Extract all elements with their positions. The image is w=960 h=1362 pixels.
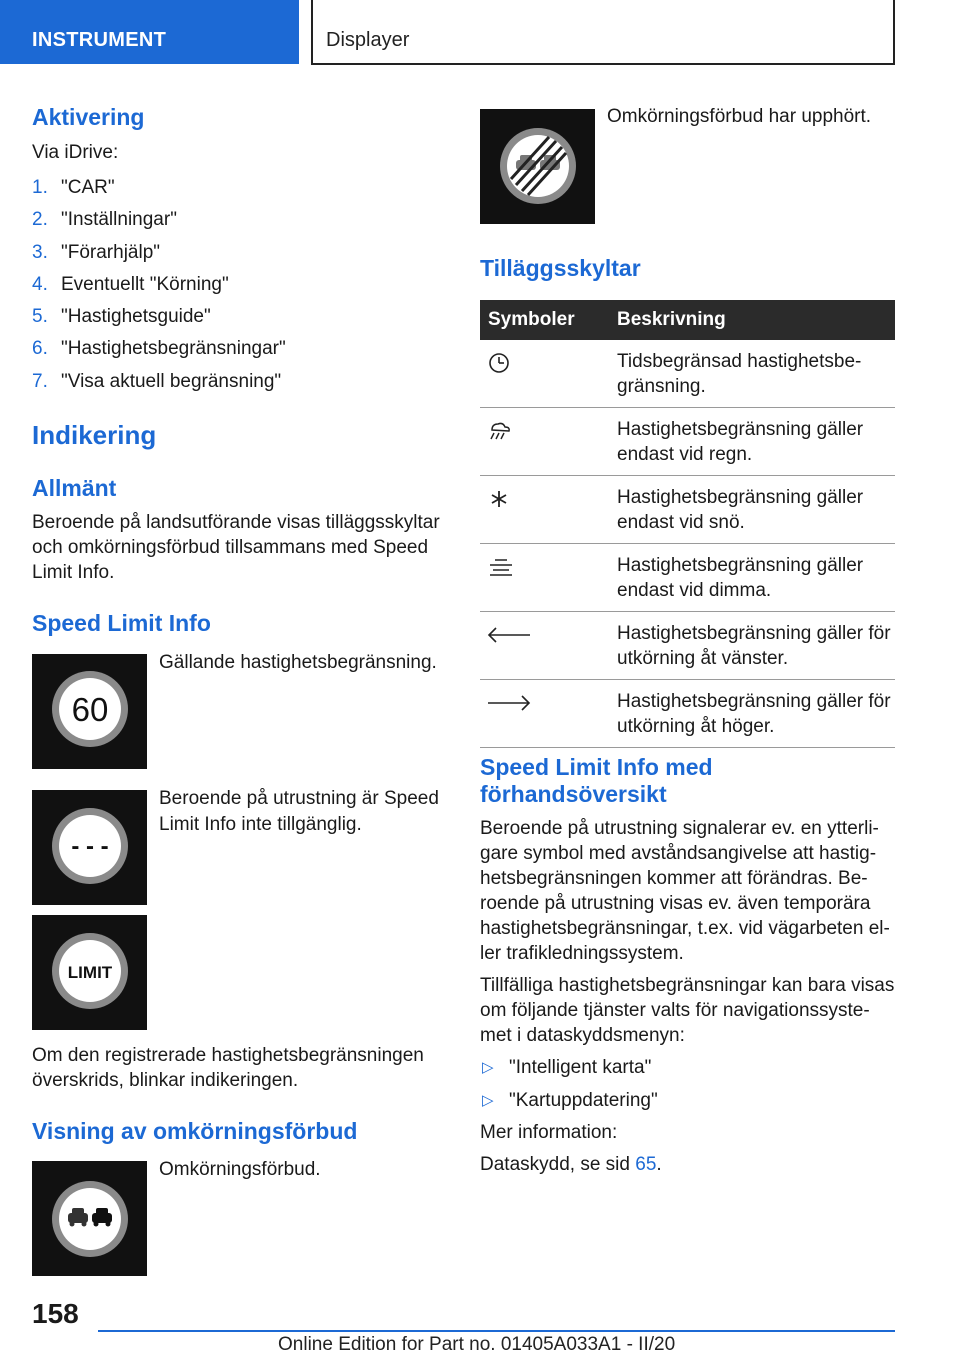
sign-unavailable-text-line: Limit Info inte tillgänglig. [159,814,362,835]
supplementary-heading: Tilläggsskyltar [480,255,641,281]
column-header-description: Beskrivning [617,300,895,340]
table-header-row [480,300,895,340]
preview-text-line: ler trafikledningssystem. [480,943,684,964]
preview-text-line: roende på utrustning visas ev. även temporära [480,893,871,914]
supplementary-signs-table [480,300,895,748]
overtaking-ban-text: Omkörningsförbud. [159,1159,321,1180]
speed-limit-60-sign [32,654,147,769]
overtaking-ban-sign [32,1161,147,1276]
header-divider [311,0,313,64]
arrow-right-icon [486,692,532,714]
table-cell-line: Hastighetsbegränsning gäller för [617,623,891,644]
temporary-limits-text-line: Tillfälliga hastighetsbegränsningar kan bara visas [480,975,895,996]
bullet-triangle-icon: ▷ [482,1091,494,1109]
list-item: 4. Eventuellt "Körning" [32,273,229,295]
temporary-limits-text-line: met i dataskyddsmenyn: [480,1025,685,1046]
services-list [480,1055,658,1120]
footer-rule [98,1330,895,1332]
list-item: 5. "Hastighetsguide" [32,306,211,328]
speed-limit-info-heading: Speed Limit Info [32,610,211,636]
more-info-label: Mer information: [480,1122,618,1143]
header-section-tab [0,0,299,64]
general-text-line: och omkörningsförbud tillsammans med Speed [32,537,429,558]
clock-icon [486,352,512,374]
list-item: ▷ "Kartuppdatering" [480,1088,658,1121]
table-row [480,340,895,408]
general-text-line: Beroende på landsutförande visas tilläggsskyltar [32,512,440,533]
preview-text-line: Beroende på utrustning signalerar ev. en ytterli- [480,818,879,839]
temporary-limits-text-line: om följande tjänster valts för navigationssyste- [480,1000,870,1021]
fog-icon [486,556,516,578]
exceeded-text-line: Om den registrerade hastighetsbegränsningen [32,1045,424,1066]
table-cell-line: utkörning åt höger. [617,716,775,737]
footer-edition: Online Edition for Part no. 01405A033A1 - II/20 [278,1334,676,1355]
general-text-line: Limit Info. [32,562,115,583]
activation-heading: Aktivering [32,104,145,130]
general-heading: Allmänt [32,475,117,501]
speed-limit-limit-sign [32,915,147,1030]
overtaking-ban-end-sign [480,109,595,224]
sign-value: LIMIT [67,963,113,982]
header-title: Displayer [326,29,410,51]
table-cell-line: endast vid snö. [617,512,745,533]
table-row [480,680,895,748]
list-item: ▷ "Intelligent karta" [480,1055,658,1088]
overtaking-heading: Visning av omkörningsförbud [32,1118,358,1144]
sign-value: 60 [71,691,109,728]
preview-heading-line: Speed Limit Info med [480,754,713,780]
preview-text-line: gare symbol med avståndsangivelse att hastig- [480,843,877,864]
indication-heading: Indikering [32,420,157,450]
overtaking-end-text: Omkörningsförbud har upphört. [607,106,872,127]
table-row [480,612,895,680]
header-divider [893,0,895,64]
list-item: 1. "CAR" [32,177,115,198]
sign-60-description: Gällande hastighetsbegränsning. [159,652,437,673]
table-row [480,544,895,612]
table-cell-line: Hastighetsbegränsning gäller för [617,691,891,712]
activation-steps [32,175,286,401]
table-cell-line: gränsning. [617,376,706,397]
table-cell-line: endast vid dimma. [617,580,772,601]
table-cell-line: Hastighetsbegränsning gäller [617,555,864,576]
sign-value: - - - [71,833,109,860]
sign-unavailable-text-line: Beroende på utrustning är Speed [159,788,439,809]
table-cell-line: utkörning åt vänster. [617,648,789,669]
header-section-label: INSTRUMENT [32,29,167,51]
exceeded-text-line: överskrids, blinkar indikeringen. [32,1070,299,1091]
speed-limit-unavailable-sign [32,790,147,905]
preview-text-line: hastighetsbegränsningar, t.ex. vid vägarbeten el- [480,918,890,939]
arrow-left-icon [486,624,532,646]
page-number: 158 [32,1298,79,1329]
table-cell-line: Tidsbegränsad hastighetsbe- [617,351,862,372]
list-item: 3. "Förarhjälp" [32,241,161,263]
header-underline [311,63,895,65]
rain-cloud-icon [486,420,512,442]
list-item: 7. "Visa aktuell begränsning" [32,370,282,392]
list-item: 6. "Hastighetsbegränsningar" [32,338,286,360]
preview-text-line: hetsbegränsningen kommer att förändras. Be- [480,868,868,889]
table-cell-line: Hastighetsbegränsning gäller [617,487,864,508]
list-item: 2. "Inställningar" [32,209,177,231]
bullet-triangle-icon: ▷ [482,1059,494,1076]
cross-reference: Dataskydd, se sid 65. [480,1154,662,1175]
table-row [480,408,895,476]
page-link[interactable]: 65 [635,1154,657,1175]
snowflake-icon [486,488,512,510]
preview-heading-line: förhandsöversikt [480,781,667,807]
table-cell-line: endast vid regn. [617,444,753,465]
column-header-symbols: Symboler [480,300,617,340]
activation-intro: Via iDrive: [32,142,119,163]
table-cell-line: Hastighetsbegränsning gäller [617,419,864,440]
table-row [480,476,895,544]
